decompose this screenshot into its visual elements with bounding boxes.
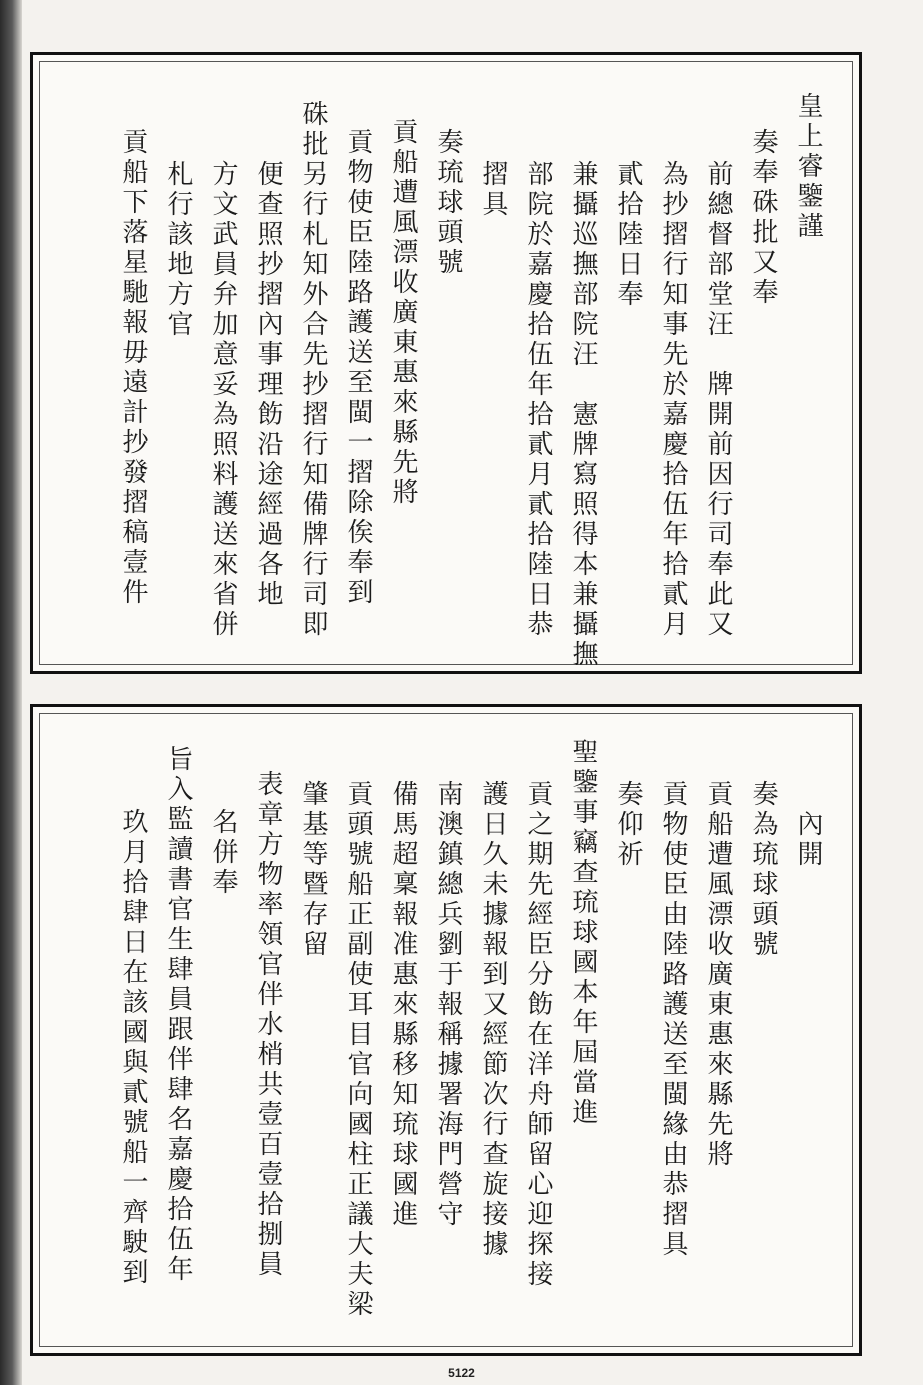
top-column-2: 奏奉硃批又奉 xyxy=(748,128,778,308)
page-number: 5122 xyxy=(448,1366,475,1380)
top-column-11: 貢物使臣陸路護送至閩一摺除俟奉到 xyxy=(343,128,373,608)
top-column-14: 方文武員弁加意妥為照料護送來省併 xyxy=(208,160,238,640)
top-column-7: 部院於嘉慶拾伍年拾貳月貳拾陸日恭 xyxy=(523,160,553,640)
top-column-12: 硃批另行札知外合先抄摺行知備牌行司即 xyxy=(298,100,328,640)
bottom-column-7: 貢之期先經臣分飭在洋舟師留心迎探接 xyxy=(523,780,553,1290)
top-column-16: 貢船下落星馳報毋遠計抄發摺稿壹件 xyxy=(118,128,148,608)
top-column-15: 札行該地方官 xyxy=(163,160,193,340)
bottom-column-9: 南澳鎮總兵劉于報稱據署海門營守 xyxy=(433,780,463,1230)
book-spine-shadow xyxy=(0,0,22,1385)
bottom-column-3: 貢船遭風漂收廣東惠來縣先將 xyxy=(703,780,733,1170)
top-column-3: 前總督部堂汪 牌開前因行司奉此又 xyxy=(703,160,733,640)
bottom-column-10: 備馬超稟報准惠來縣移知琉球國進 xyxy=(388,780,418,1230)
top-column-1: 皇上睿鑒謹 xyxy=(793,92,823,242)
top-column-8: 摺具 xyxy=(478,160,508,220)
bottom-column-1: 內開 xyxy=(793,810,823,870)
top-column-6: 兼攝巡撫部院汪 憲牌寫照得本兼攝撫 xyxy=(568,160,598,670)
top-column-9: 奏琉球頭號 xyxy=(433,128,463,278)
bottom-column-11: 貢頭號船正副使耳目官向國柱正議大夫梁 xyxy=(343,780,373,1320)
bottom-column-4: 貢物使臣由陸路護送至閩緣由恭摺具 xyxy=(658,780,688,1260)
bottom-column-2: 奏為琉球頭號 xyxy=(748,780,778,960)
bottom-column-5: 奏仰祈 xyxy=(613,780,643,870)
bottom-column-16: 玖月拾肆日在該國與貳號船一齊駛到 xyxy=(118,808,148,1288)
top-column-13: 便查照抄摺內事理飭沿途經過各地 xyxy=(253,160,283,610)
bottom-column-15: 旨入監讀書官生肆員跟伴肆名嘉慶拾伍年 xyxy=(163,745,193,1285)
bottom-column-8: 護日久未據報到又經節次行查旋接據 xyxy=(478,780,508,1260)
bottom-column-14: 名併奉 xyxy=(208,808,238,898)
bottom-column-13: 表章方物率領官伴水梢共壹百壹拾捌員 xyxy=(253,770,283,1280)
top-column-5: 貳拾陸日奉 xyxy=(613,160,643,310)
bottom-column-12: 肇基等暨存留 xyxy=(298,780,328,960)
bottom-column-6: 聖鑒事竊查琉球國本年屆當進 xyxy=(568,738,598,1128)
top-column-10: 貢船遭風漂收廣東惠來縣先將 xyxy=(388,118,418,508)
top-column-4: 為抄摺行知事先於嘉慶拾伍年拾貳月 xyxy=(658,160,688,640)
